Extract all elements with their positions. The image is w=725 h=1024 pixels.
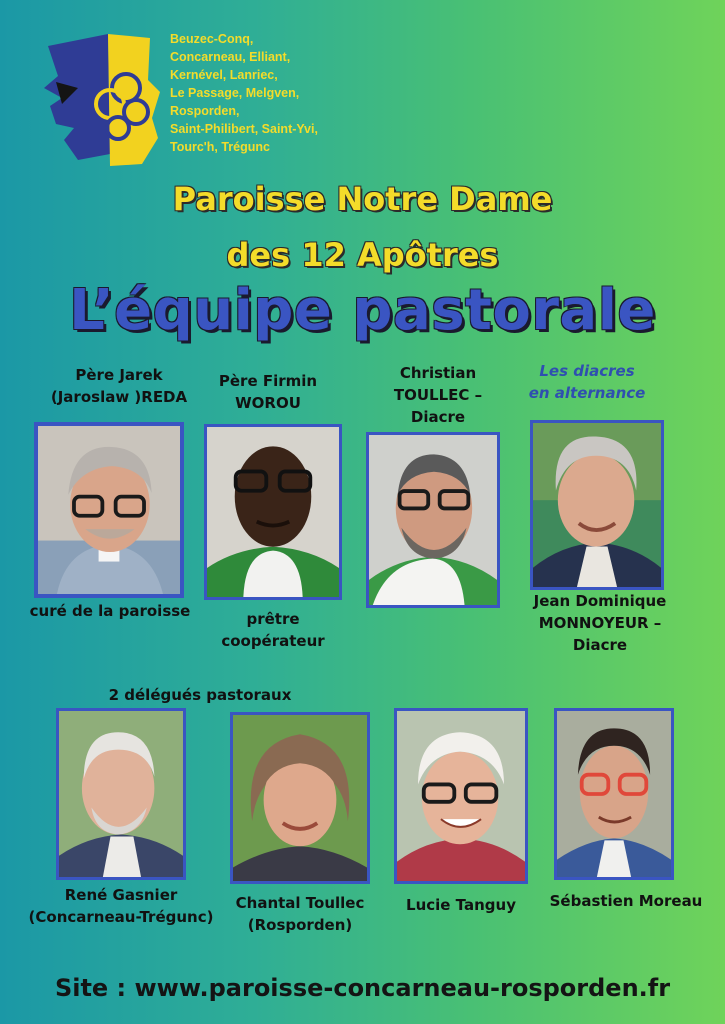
parish-line: Le Passage, Melgven, <box>170 86 300 100</box>
clergy-4-name-line: Diacre <box>572 636 628 654</box>
delegate-1-photo <box>56 708 186 880</box>
delegates-heading: 2 délégués pastoraux <box>108 686 292 704</box>
parish-line: Beuzec-Conq, <box>170 32 254 46</box>
clergy-3-name <box>368 362 508 428</box>
delegate-3-name: Lucie Tanguy <box>406 896 516 914</box>
title-line-2: des 12 Apôtres <box>226 236 499 274</box>
clergy-2-role <box>198 608 348 652</box>
delegate-1-name-line: René Gasnier <box>64 886 178 904</box>
clergy-1-role: curé de la paroisse <box>29 602 191 620</box>
clergy-4-name <box>510 590 690 656</box>
delegate-3-photo <box>394 708 528 884</box>
clergy-4-note <box>512 360 662 404</box>
clergy-1-name <box>44 364 194 408</box>
delegate-1-sub-line: (Concarneau-Trégunc) <box>28 908 214 926</box>
clergy-4-note-line: Les diacres <box>539 362 635 380</box>
title-line-1: Paroisse Notre Dame <box>172 180 553 218</box>
clergy-1-name-line: Père Jarek <box>75 366 163 384</box>
delegate-2-name-line: Chantal Toullec <box>235 894 365 912</box>
clergy-2-name-line: Père Firmin <box>218 372 318 390</box>
clergy-3-name-line: Diacre <box>410 408 466 426</box>
website-link[interactable]: Site : www.paroisse-concarneau-rosporden.fr <box>54 974 671 1002</box>
delegate-1-name <box>10 884 232 928</box>
parish-line: Saint-Philibert, Saint-Yvi, <box>170 122 318 136</box>
parish-line: Kernével, Lanriec, <box>170 68 278 82</box>
delegate-2-name <box>220 892 380 936</box>
parish-logo-icon <box>38 28 166 170</box>
delegate-2-photo <box>230 712 370 884</box>
clergy-1-photo <box>34 422 184 598</box>
clergy-2-name-line: WOROU <box>235 394 301 412</box>
clergy-3-photo <box>366 432 500 608</box>
clergy-2-role-line: coopérateur <box>221 632 325 650</box>
clergy-2-photo <box>204 424 342 600</box>
delegate-4-photo <box>554 708 674 880</box>
clergy-2-role-line: prêtre <box>246 610 300 628</box>
parish-line: Rosporden, <box>170 104 240 118</box>
clergy-1-name-line: (Jaroslaw )REDA <box>50 388 188 406</box>
clergy-3-name-line: TOULLEC – <box>393 386 483 404</box>
parish-line: Tourc'h, Trégunc <box>170 140 270 154</box>
clergy-4-name-line: MONNOYEUR – <box>538 614 662 632</box>
delegate-2-sub-line: (Rosporden) <box>247 916 353 934</box>
clergy-4-note-line: en alternance <box>528 384 646 402</box>
clergy-4-name-line: Jean Dominique <box>533 592 667 610</box>
title-line-3: L’équipe pastorale <box>69 278 656 343</box>
parish-list <box>170 30 390 156</box>
delegate-4-name: Sébastien Moreau <box>549 892 703 910</box>
clergy-3-name-line: Christian <box>399 364 477 382</box>
clergy-2-name <box>198 370 338 414</box>
clergy-4-photo <box>530 420 664 590</box>
parish-line: Concarneau, Elliant, <box>170 50 291 64</box>
